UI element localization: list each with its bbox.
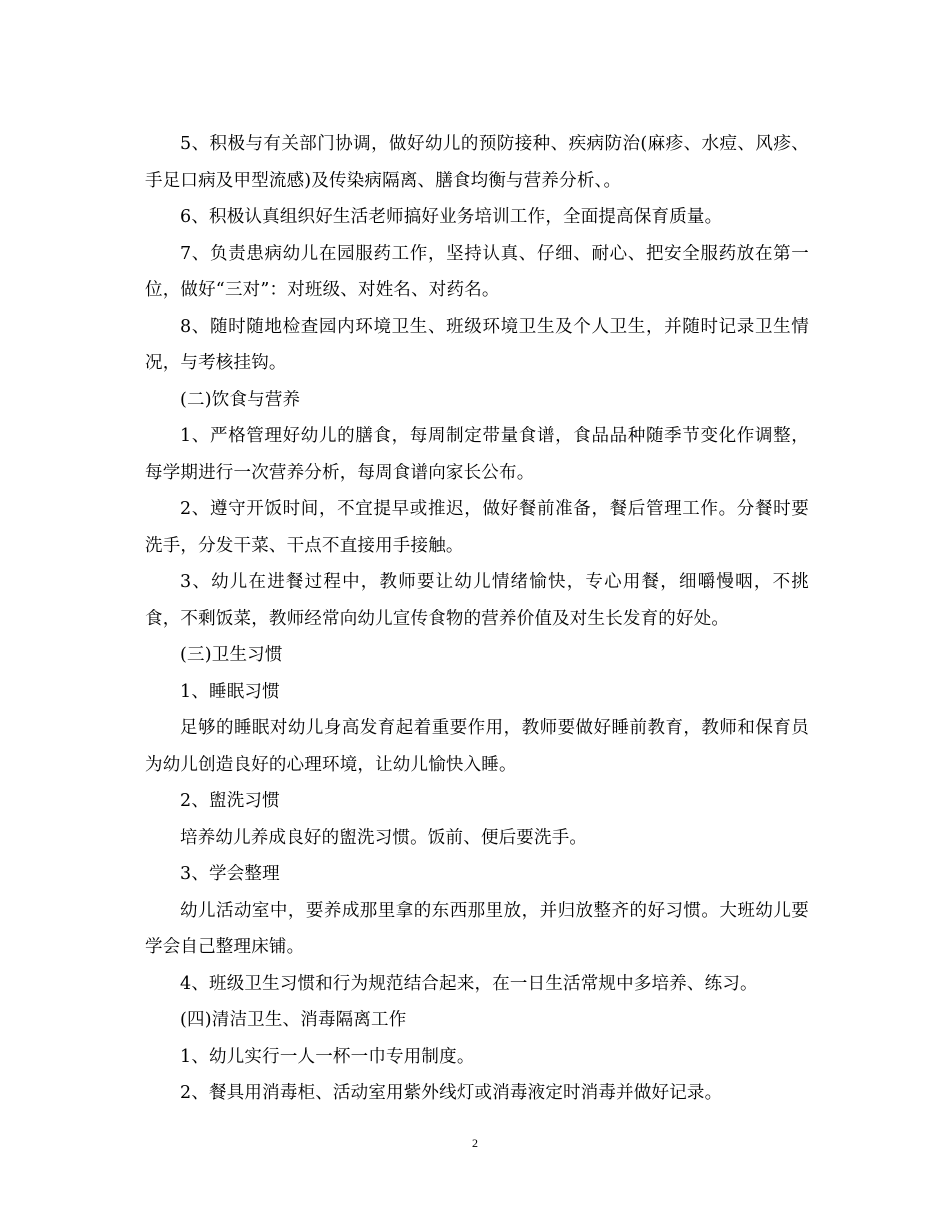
subheading-washing-habits: 2、盥洗习惯: [180, 791, 280, 811]
paragraph-2: 6、积极认真组织好生活老师搞好业务培训工作，全面提高保育质量。: [180, 207, 723, 227]
document-body: [145, 126, 809, 1112]
paragraph-11: 足够的睡眠对幼儿身高发育起着重要作用，教师要做好睡前教育，教师和保育员为幼儿创造良好的心理环境，让幼儿愉快入睡。: [145, 718, 809, 775]
paragraph-16: 4、班级卫生习惯和行为规范结合起来，在一日生活常规中多培养、练习。: [180, 973, 758, 994]
paragraph-13: 培养幼儿养成良好的盥洗习惯。饭前、便后要洗手。: [180, 827, 588, 848]
paragraph-8: 3、幼儿在进餐过程中，教师要让幼儿情绪愉快，专心用餐，细嚼慢咽，不挑食，不剩饭菜，教师经常向幼儿宣传食物的营养价值及对生长发育的好处。: [145, 572, 809, 629]
paragraph-15: 幼儿活动室中，要养成那里拿的东西那里放，并归放整齐的好习惯。大班幼儿要学会自己整理床铺。: [145, 900, 809, 957]
paragraph-3: 7、负责患病幼儿在园服药工作，坚持认真、仔细、耐心、把安全服药放在第一位，做好“三对”：对班级、对姓名、对药名。: [145, 243, 809, 300]
section-heading-cleaning-disinfection: (四)清洁卫生、消毒隔离工作: [180, 1010, 407, 1030]
paragraph-7: 2、遵守开饭时间，不宜提早或推迟，做好餐前准备，餐后管理工作。分餐时要洗手，分发干菜、干点不直接用手接触。: [145, 499, 809, 556]
paragraph-18: 1、幼儿实行一人一杯一巾专用制度。: [180, 1046, 475, 1067]
paragraph-1: 5、积极与有关部门协调，做好幼儿的预防接种、疾病防治(麻疹、水痘、风疹、手足口病及甲型流感)及传染病隔离、膳食均衡与营养分析、。: [145, 134, 809, 191]
section-heading-hygiene-habits: (三)卫生习惯: [180, 645, 283, 665]
section-heading-diet-nutrition: (二)饮食与营养: [180, 389, 301, 410]
paragraph-6: 1、严格管理好幼儿的膳食，每周制定带量食谱，食品品种随季节变化作调整，每学期进行一次营养分析，每周食谱向家长公布。: [145, 426, 809, 483]
subheading-sleep-habits: 1、睡眠习惯: [180, 681, 280, 702]
page-number: 2: [472, 1136, 478, 1150]
paragraph-19: 2、餐具用消毒柜、活动室用紫外线灯或消毒液定时消毒并做好记录。: [180, 1083, 723, 1103]
subheading-tidying: 3、学会整理: [180, 864, 280, 884]
paragraph-4: 8、随时随地检查园内环境卫生、班级环境卫生及个人卫生，并随时记录卫生情况，与考核挂钩。: [145, 316, 809, 373]
